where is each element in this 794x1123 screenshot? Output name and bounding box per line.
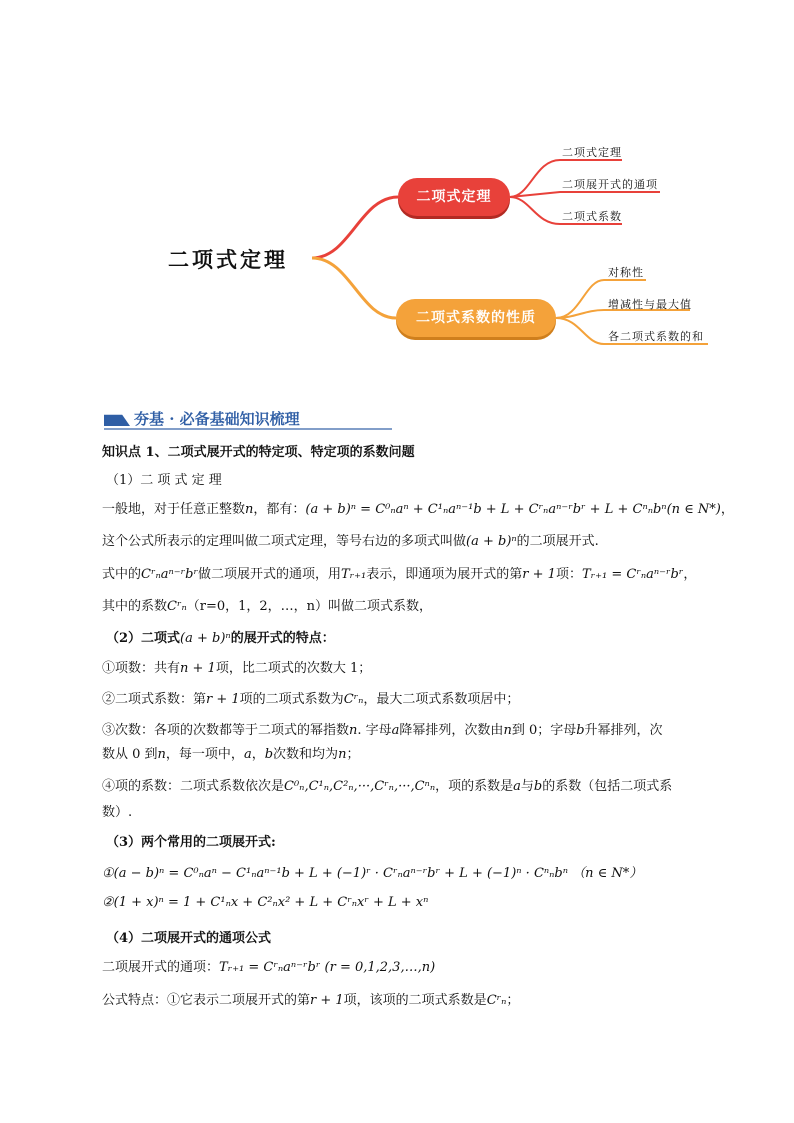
leaf-binomial-coefficient: 二项式系数: [562, 210, 622, 223]
subsection-2-title: （2）二项式(a + b)ⁿ的展开式的特点：: [106, 631, 335, 646]
section-underline: [104, 428, 392, 430]
branch-coefficient-properties: 二项式系数的性质: [396, 299, 556, 337]
property-term-coefficient-line-2: 数）.: [102, 805, 133, 820]
leaf-monotonicity-maximum: 增减性与最大值: [608, 298, 692, 311]
subsection-1-title: （1）二 项 式 定 理: [106, 473, 222, 488]
leaf-binomial-theorem: 二项式定理: [562, 146, 622, 159]
section-bar-icon: [104, 412, 130, 426]
general-term-formula-line: 二项展开式的通项：Tᵣ₊₁ = Cʳₙaⁿ⁻ʳbʳ (r = 0,1,2,3,…,n): [102, 960, 436, 975]
binomial-theorem-formula: (a + b)ⁿ = C⁰ₙaⁿ + C¹ₙaⁿ⁻¹b + L + Cʳₙaⁿ⁻ʳbʳ + L + Cⁿₙbⁿ(n ∈ N*): [305, 502, 721, 517]
theorem-explanation-line: 这个公式所表示的定理叫做二项式定理，等号右边的多项式叫做(a + b)ⁿ的二项展开式.: [102, 534, 599, 549]
mind-map-root: 二项式定理: [168, 248, 288, 272]
property-degree-line-1: ③次数：各项的次数都等于二项式的幂指数n. 字母a降幂排列，次数由n到 0；字母b升幂排列，次: [102, 723, 663, 738]
expansion-formula-1: ①(a − b)ⁿ = C⁰ₙaⁿ − C¹ₙaⁿ⁻¹b + L + (−1)ʳ · Cʳₙaⁿ⁻ʳbʳ + L + (−1)ⁿ · Cⁿₙbⁿ （n ∈ N*）: [102, 866, 643, 881]
expansion-formula-2: ②(1 + x)ⁿ = 1 + C¹ₙx + C²ₙx² + L + Cʳₙxʳ + L + xⁿ: [102, 895, 429, 910]
branch-binomial-theorem: 二项式定理: [398, 178, 510, 216]
knowledge-point-title: 知识点 1、二项式展开式的特定项、特定项的系数问题: [102, 445, 415, 460]
leaf-symmetry: 对称性: [608, 266, 644, 279]
coefficient-definition-line: 其中的系数Cʳₙ（r=0，1，2，…，n）叫做二项式系数，: [102, 599, 433, 614]
mind-map: [0, 0, 794, 380]
subsection-4-title: （4）二项展开式的通项公式: [106, 931, 272, 946]
leaf-general-term: 二项展开式的通项: [562, 178, 658, 191]
leaf-coefficient-sum: 各二项式系数的和: [608, 330, 704, 343]
property-binomial-coefficient: ②二项式系数：第r + 1项的二项式系数为Cʳₙ，最大二项式系数项居中；: [102, 692, 520, 707]
formula-features-line: 公式特点：①它表示二项展开式的第r + 1项，该项的二项式系数是Cʳₙ；: [102, 993, 520, 1008]
property-term-coefficient-line-1: ④项的系数：二项式系数依次是C⁰ₙ,C¹ₙ,C²ₙ,···,Cʳₙ,···,Cⁿₙ，项的系数是a与b的系数（包括二项式系: [102, 779, 673, 794]
theorem-statement-line: 一般地，对于任意正整数n，都有：(a + b)ⁿ = C⁰ₙaⁿ + C¹ₙaⁿ⁻¹b + L + Cʳₙaⁿ⁻ʳbʳ + L + Cⁿₙbⁿ(n ∈ N*)，: [102, 502, 734, 517]
general-term-line: 式中的Cʳₙaⁿ⁻ʳbʳ做二项展开式的通项，用Tᵣ₊₁表示，即通项为展开式的第r + 1项：Tᵣ₊₁ = Cʳₙaⁿ⁻ʳbʳ，: [102, 567, 697, 582]
section-header: [104, 408, 392, 430]
section-title: 夯基 · 必备基础知识梳理: [134, 410, 300, 428]
property-degree-line-2: 数从 0 到n，每一项中，a，b次数和均为n；: [102, 747, 360, 762]
subsection-3-title: （3）两个常用的二项展开式:: [106, 835, 276, 850]
property-term-count: ①项数：共有n + 1项，比二项式的次数大 1；: [102, 661, 372, 676]
